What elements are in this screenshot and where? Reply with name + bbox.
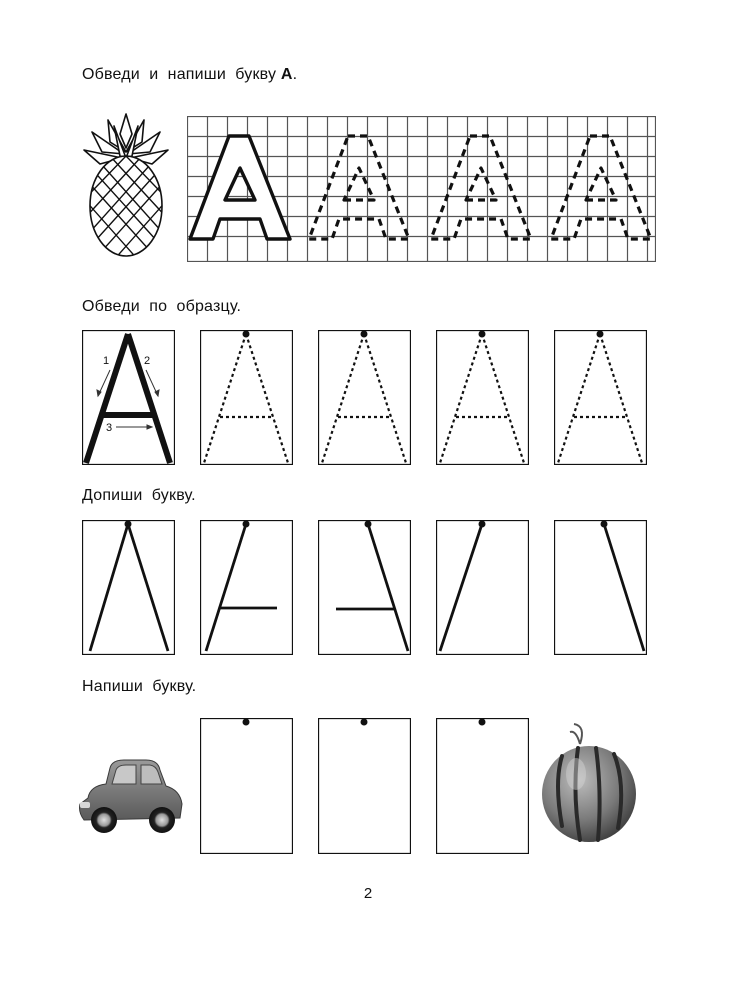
stroke-label-2: 2: [144, 355, 151, 367]
instruction-write-letter: Напиши букву.: [82, 678, 197, 695]
letter-a-dashed-1: [309, 136, 409, 239]
instruction-trace-by-sample: Обведи по образцу.: [82, 298, 242, 315]
dotted-a-box-4: [554, 330, 647, 465]
partial-a-box-2: [200, 520, 293, 655]
pineapple-icon: [80, 112, 172, 262]
dotted-a-box-3: [436, 330, 529, 465]
car-icon: [74, 750, 186, 840]
instruction-letter: А: [280, 66, 293, 83]
partial-a-box-3: [318, 520, 411, 655]
instruction-trace-and-write: Обведи и напиши букву А.: [82, 66, 298, 83]
stroke-order-sample: [82, 330, 175, 465]
stroke-label-1: 1: [103, 355, 110, 367]
empty-writing-box-3: [436, 718, 529, 854]
empty-writing-box-2: [318, 718, 411, 854]
letter-a-solid: [190, 136, 290, 239]
partial-a-box-5: [554, 520, 647, 655]
dotted-a-box-1: [200, 330, 293, 465]
watermelon-icon: [540, 722, 640, 844]
partial-a-box-1: [82, 520, 175, 655]
letter-a-dashed-3: [551, 136, 651, 239]
dotted-a-box-2: [318, 330, 411, 465]
instruction-complete-letter: Допиши букву.: [82, 487, 196, 504]
partial-a-box-4: [436, 520, 529, 655]
stroke-label-3: 3: [106, 422, 113, 434]
page-number: 2: [363, 885, 373, 902]
letter-a-dashed-2: [431, 136, 531, 239]
empty-writing-box-1: [200, 718, 293, 854]
letter-tracing-grid: [187, 116, 656, 262]
